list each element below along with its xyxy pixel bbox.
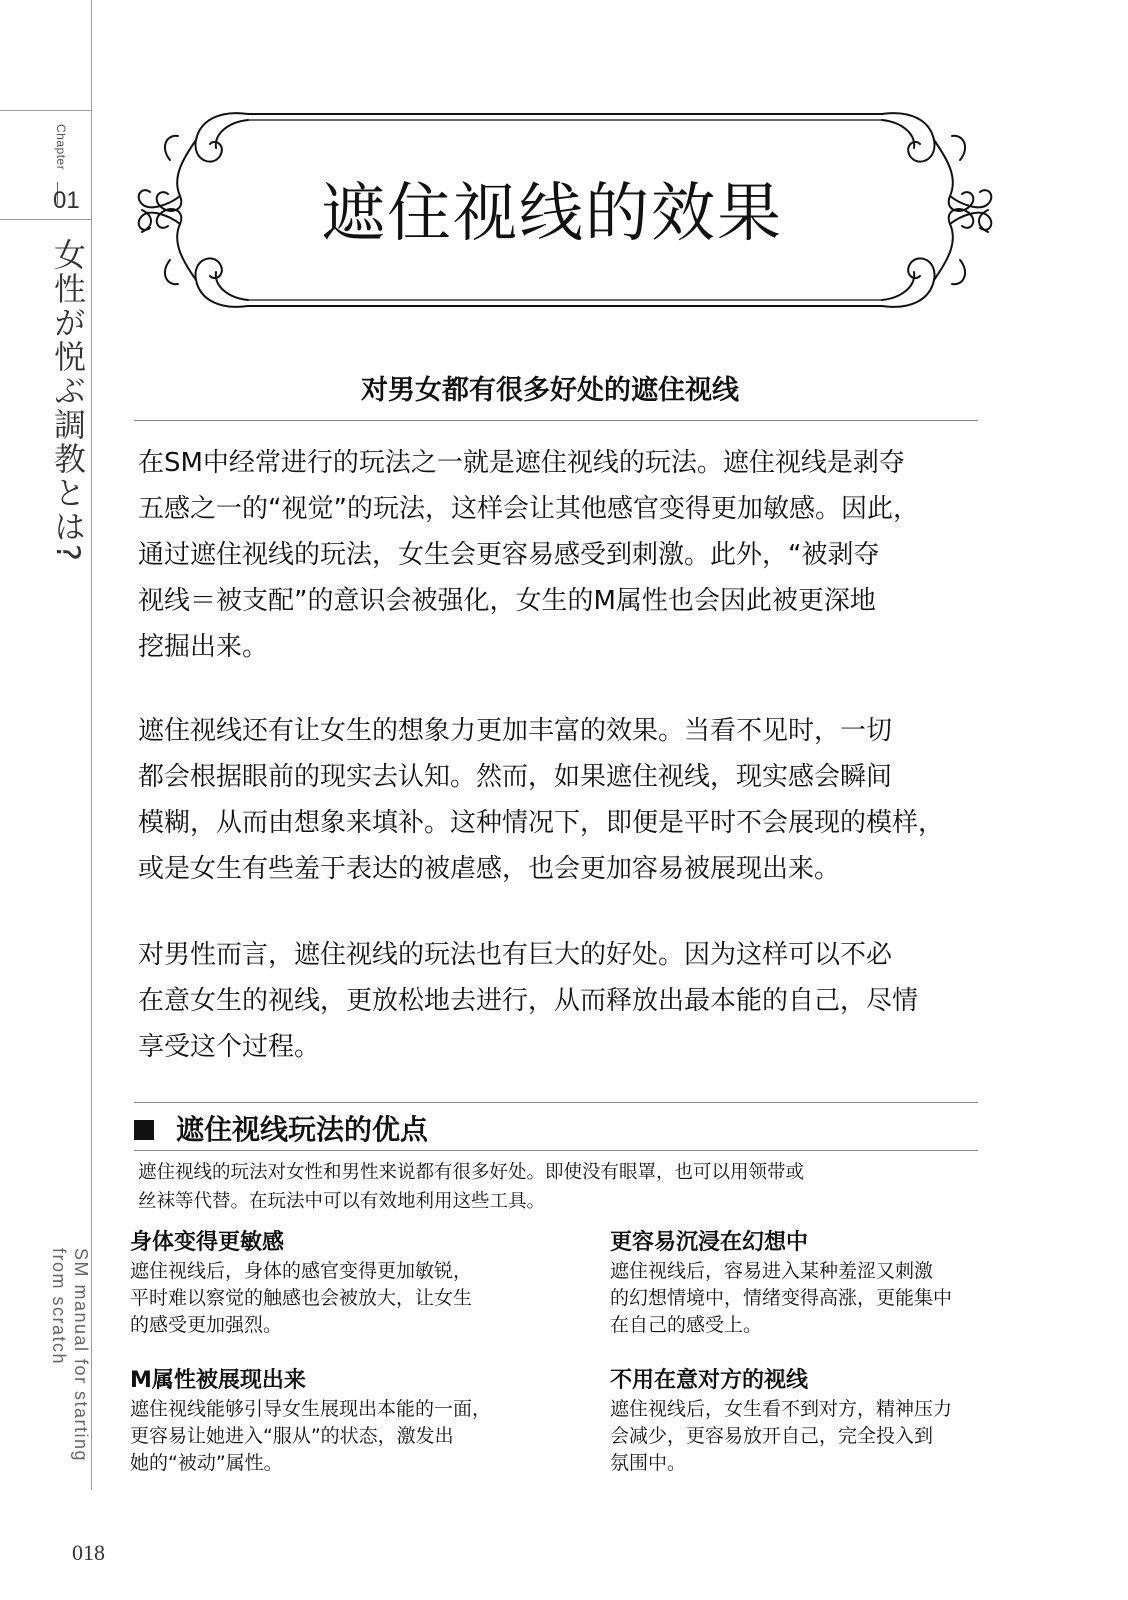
merit-body xyxy=(130,1396,570,1477)
margin-rule-top xyxy=(0,110,92,111)
merit-line: 遮住视线能够引导女生展现出本能的一面， xyxy=(130,1398,492,1420)
paragraph-line: 视线＝被支配”的意识会被强化，女生的M属性也会因此被更深地 xyxy=(138,586,876,616)
merit-title: 身体变得更敏感 xyxy=(130,1230,285,1255)
paragraph-line: 或是女生有些羞于表达的被虐感，也会更加容易被展现出来。 xyxy=(138,854,841,884)
merit-body xyxy=(610,1396,1050,1477)
page-number: 018 xyxy=(72,1540,105,1565)
subtitle-rule xyxy=(134,420,978,421)
merit-body xyxy=(610,1258,1050,1339)
margin-rule-bottom xyxy=(0,219,92,220)
merit-card-no-gaze xyxy=(610,1366,1050,1477)
intro-line: 丝袜等代替。在玩法中可以有效地利用这些工具。 xyxy=(138,1191,546,1212)
merit-line: 的感受更加强烈。 xyxy=(130,1314,283,1336)
section-subtitle: 对男女都有很多好处的遮住视线 xyxy=(361,375,739,406)
merit-body xyxy=(130,1258,570,1339)
merit-card-m-attribute xyxy=(130,1366,570,1477)
square-bullet-icon xyxy=(134,1120,154,1140)
body-paragraph-3 xyxy=(138,932,1038,1070)
merit-line: 她的“被动”属性。 xyxy=(130,1452,283,1474)
merit-line: 遮住视线后，容易进入某种羞涩又刺激 xyxy=(610,1260,934,1282)
section-rule-bottom xyxy=(134,1150,978,1151)
merit-title: M属性被展现出来 xyxy=(130,1368,306,1393)
paragraph-line: 都会根据眼前的现实去认知。然而，如果遮住视线，现实感会瞬间 xyxy=(138,762,893,792)
section-heading xyxy=(134,1108,428,1148)
paragraph-line: 对男性而言，遮住视线的玩法也有巨大的好处。因为这样可以不必 xyxy=(138,940,893,970)
merit-line: 更容易让她进入“服从”的状态，激发出 xyxy=(130,1425,454,1447)
merit-line: 会减少，更容易放开自己，完全投入到 xyxy=(610,1425,934,1447)
merit-card-fantasy xyxy=(610,1228,1050,1339)
merit-line: 平时难以察觉的触感也会被放大，让女生 xyxy=(130,1287,473,1309)
page-title: 遮住视线的效果 xyxy=(321,177,783,251)
body-paragraph-2 xyxy=(138,708,1038,892)
paragraph-line: 在SM中经常进行的玩法之一就是遮住视线的玩法。遮住视线是剥夺 xyxy=(138,448,905,478)
merit-line: 的幻想情境中，情绪变得高涨，更能集中 xyxy=(610,1287,953,1309)
merit-title: 不用在意对方的视线 xyxy=(610,1368,809,1393)
paragraph-line: 模糊，从而由想象来填补。这种情况下，即便是平时不会展现的模样， xyxy=(138,808,945,838)
intro-line: 遮住视线的玩法对女性和男性来说都有很多好处。即使没有眼罩，也可以用领带或 xyxy=(138,1162,805,1183)
merit-title: 更容易沉浸在幻想中 xyxy=(610,1230,809,1255)
paragraph-line: 在意女生的视线，更放松地去进行，从而释放出最本能的自己，尽情 xyxy=(138,986,919,1016)
paragraph-line: 遮住视线还有让女生的想象力更加丰富的效果。当看不见时，一切 xyxy=(138,716,893,746)
merit-line: 遮住视线后，女生看不到对方，精神压力 xyxy=(610,1398,953,1420)
section-rule-top xyxy=(134,1102,978,1103)
section-heading-text: 遮住视线玩法的优点 xyxy=(176,1113,429,1146)
merit-line: 在自己的感受上。 xyxy=(610,1314,763,1336)
merit-line: 氛围中。 xyxy=(610,1452,687,1474)
paragraph-line: 挖掘出来。 xyxy=(138,632,269,662)
merit-line: 遮住视线后，身体的感官变得更加敏锐， xyxy=(130,1260,473,1282)
section-intro xyxy=(138,1158,804,1216)
chapter-title: 女性が悦ぶ調教とは? xyxy=(49,238,87,563)
chapter-label: Chapter xyxy=(54,124,68,171)
paragraph-line: 五感之一的“视觉”的玩法，这样会让其他感官变得更加敏感。因此， xyxy=(138,494,919,524)
merit-card-sensitive xyxy=(130,1228,570,1339)
body-paragraph-1 xyxy=(138,440,1038,670)
book-subtitle: SM manual for starting from scratch xyxy=(49,1248,91,1463)
chapter-number: 01 xyxy=(53,187,80,214)
paragraph-line: 享受这个过程。 xyxy=(138,1032,321,1062)
paragraph-line: 通过遮住视线的玩法，女生会更容易感受到刺激。此外，“被剥夺 xyxy=(138,540,880,570)
